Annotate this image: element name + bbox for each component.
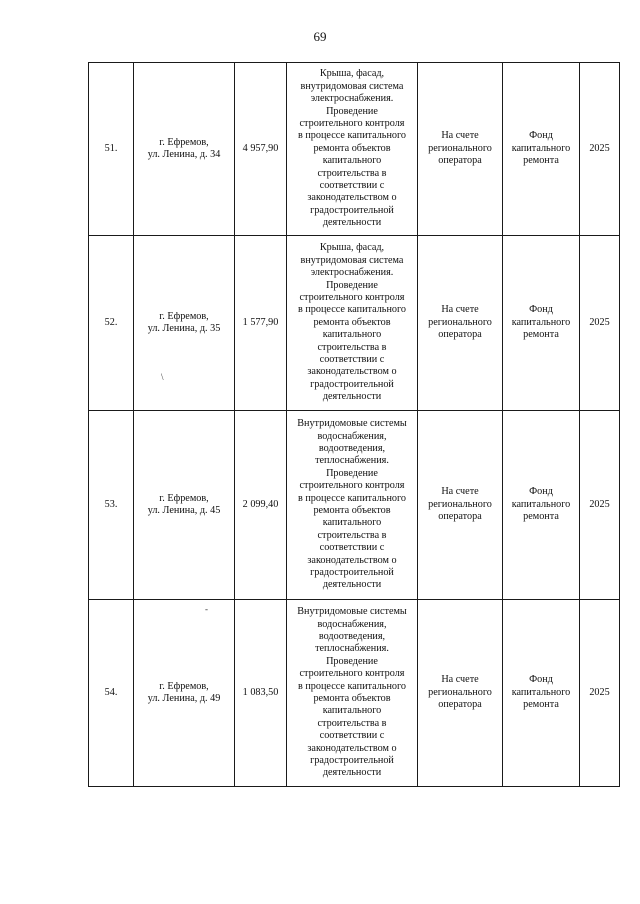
cell-text-line: законодательством о <box>307 554 397 566</box>
account-cell <box>418 600 503 787</box>
cell-text-line: соответствии с <box>319 542 385 554</box>
cell-text-line: ремонта <box>523 699 559 711</box>
cell-text-line: регионального <box>428 686 492 698</box>
cell-text-line: теплоснабжения. <box>315 643 389 655</box>
table-row <box>89 600 620 787</box>
address-street: ул. Ленина, д. 34 <box>147 149 221 160</box>
cell-text-line: законодательством о <box>307 192 397 204</box>
cell-text-line: в процессе капитального <box>297 130 407 142</box>
cell-text-line: ремонта объектов <box>313 505 391 516</box>
funding-source-cell <box>503 236 580 411</box>
cell-text-line: оператора <box>438 155 482 167</box>
address-cell <box>134 63 235 236</box>
cell-text-line: законодательством о <box>307 366 397 378</box>
address-city: г. Ефремов, <box>159 680 209 692</box>
cell-text-line: строительства в <box>317 529 387 541</box>
cell-text-line: ремонта <box>523 511 559 523</box>
address-cell <box>134 411 235 600</box>
work-description-cell <box>287 411 418 600</box>
cell-text-line: ремонта <box>523 329 559 341</box>
cell-text-line: Внутридомовые системы <box>297 418 407 430</box>
cell-text-line: в процессе капитального <box>297 680 407 692</box>
cell-text-line: градостроительной <box>310 567 394 579</box>
cell-text-line: ремонта <box>523 155 559 167</box>
year-cell: 2025 <box>580 411 620 600</box>
table-row <box>89 411 620 600</box>
cell-text-line: строительного контроля <box>299 291 405 303</box>
year-cell: 2025 <box>580 236 620 411</box>
cell-text-line: теплоснабжения. <box>315 455 389 467</box>
cell-text-line: капитального <box>511 316 571 328</box>
cell-text-line: законодательством о <box>307 742 397 754</box>
area-cell: 1 577,90 <box>235 236 287 411</box>
cell-text-line: На счете <box>441 304 479 316</box>
year-cell: 2025 <box>580 600 620 787</box>
row-number: 51. <box>89 63 134 236</box>
cell-text-line: градостроительной <box>310 755 394 767</box>
funding-source-cell <box>503 600 580 787</box>
cell-text-line: На счете <box>441 486 479 498</box>
account-cell <box>418 236 503 411</box>
address-city: г. Ефремов, <box>159 136 209 148</box>
cell-text-line: Фонд <box>529 304 553 316</box>
table-row <box>89 63 620 236</box>
row-number: 54. <box>89 600 134 787</box>
work-description-cell <box>287 63 418 236</box>
address-city: г. Ефремов, <box>159 492 209 504</box>
account-cell <box>418 63 503 236</box>
cell-text-line: внутридомовая система <box>300 80 404 92</box>
cell-text-line: капитального <box>511 142 571 154</box>
scan-speck: \ <box>161 372 164 382</box>
row-number: 52. <box>89 236 134 411</box>
cell-text-line: деятельности <box>322 767 382 779</box>
cell-text-line: Проведение <box>326 655 378 667</box>
cell-text-line: деятельности <box>322 217 382 229</box>
cell-text-line: капитального <box>511 498 571 510</box>
cell-text-line: капитального <box>322 329 382 341</box>
area-cell: 4 957,90 <box>235 63 287 236</box>
cell-text-line: Фонд <box>529 130 553 142</box>
address-street: ул. Ленина, д. 35 <box>147 323 221 334</box>
cell-text-line: регионального <box>428 316 492 328</box>
address-city: г. Ефремов, <box>159 310 209 322</box>
cell-text-line: оператора <box>438 511 482 523</box>
cell-text-line: строительства в <box>317 717 387 729</box>
address-street: ул. Ленина, д. 45 <box>147 505 221 516</box>
cell-text-line: электроснабжения. <box>310 93 394 105</box>
work-description-cell <box>287 600 418 787</box>
cell-text-line: электроснабжения. <box>310 267 394 279</box>
cell-text-line: водоотведения, <box>318 442 386 454</box>
cell-text-line: На счете <box>441 674 479 686</box>
area-cell: 2 099,40 <box>235 411 287 600</box>
cell-text-line: строительного контроля <box>299 480 405 492</box>
cell-text-line: водоснабжения, <box>317 430 387 442</box>
cell-text-line: Проведение <box>326 105 378 117</box>
cell-text-line: ремонта объектов <box>313 316 391 328</box>
cell-text-line: деятельности <box>322 391 382 403</box>
cell-text-line: соответствии с <box>319 730 385 742</box>
cell-text-line: в процессе капитального <box>297 304 407 316</box>
row-number: 53. <box>89 411 134 600</box>
cell-text-line: Проведение <box>326 279 378 291</box>
cell-text-line: оператора <box>438 699 482 711</box>
cell-text-line: капитального <box>322 705 382 717</box>
cell-text-line: На счете <box>441 130 479 142</box>
cell-text-line: градостроительной <box>310 378 394 390</box>
cell-text-line: градостроительной <box>310 204 394 216</box>
cell-text-line: регионального <box>428 142 492 154</box>
cell-text-line: внутридомовая система <box>300 254 404 266</box>
cell-text-line: строительного контроля <box>299 117 405 129</box>
scan-speck: - <box>205 604 208 614</box>
table-row <box>89 236 620 411</box>
cell-text-line: ремонта объектов <box>313 693 391 704</box>
funding-source-cell <box>503 63 580 236</box>
address-cell <box>134 600 235 787</box>
cell-text-line: строительства в <box>317 341 387 353</box>
address-street: ул. Ленина, д. 49 <box>147 693 221 704</box>
cell-text-line: Внутридомовые системы <box>297 606 407 618</box>
cell-text-line: регионального <box>428 498 492 510</box>
cell-text-line: водоотведения, <box>318 630 386 642</box>
cell-text-line: Проведение <box>326 467 378 479</box>
account-cell <box>418 411 503 600</box>
cell-text-line: ремонта объектов <box>313 142 391 154</box>
repair-program-table <box>88 62 620 787</box>
cell-text-line: деятельности <box>322 579 382 591</box>
cell-text-line: Фонд <box>529 486 553 498</box>
cell-text-line: капитального <box>322 155 382 167</box>
cell-text-line: строительства в <box>317 167 387 179</box>
cell-text-line: водоснабжения, <box>317 618 387 630</box>
cell-text-line: капитального <box>322 517 382 529</box>
work-description-cell <box>287 236 418 411</box>
cell-text-line: оператора <box>438 329 482 341</box>
area-cell: 1 083,50 <box>235 600 287 787</box>
cell-text-line: соответствии с <box>319 180 385 192</box>
cell-text-line: Фонд <box>529 674 553 686</box>
cell-text-line: строительного контроля <box>299 668 405 680</box>
cell-text-line: капитального <box>511 686 571 698</box>
cell-text-line: в процессе капитального <box>297 492 407 504</box>
cell-text-line: Крыша, фасад, <box>319 242 385 254</box>
funding-source-cell <box>503 411 580 600</box>
cell-text-line: соответствии с <box>319 354 385 366</box>
cell-text-line: Крыша, фасад, <box>319 68 385 80</box>
page-number: 69 <box>313 29 327 44</box>
address-cell <box>134 236 235 411</box>
year-cell: 2025 <box>580 63 620 236</box>
